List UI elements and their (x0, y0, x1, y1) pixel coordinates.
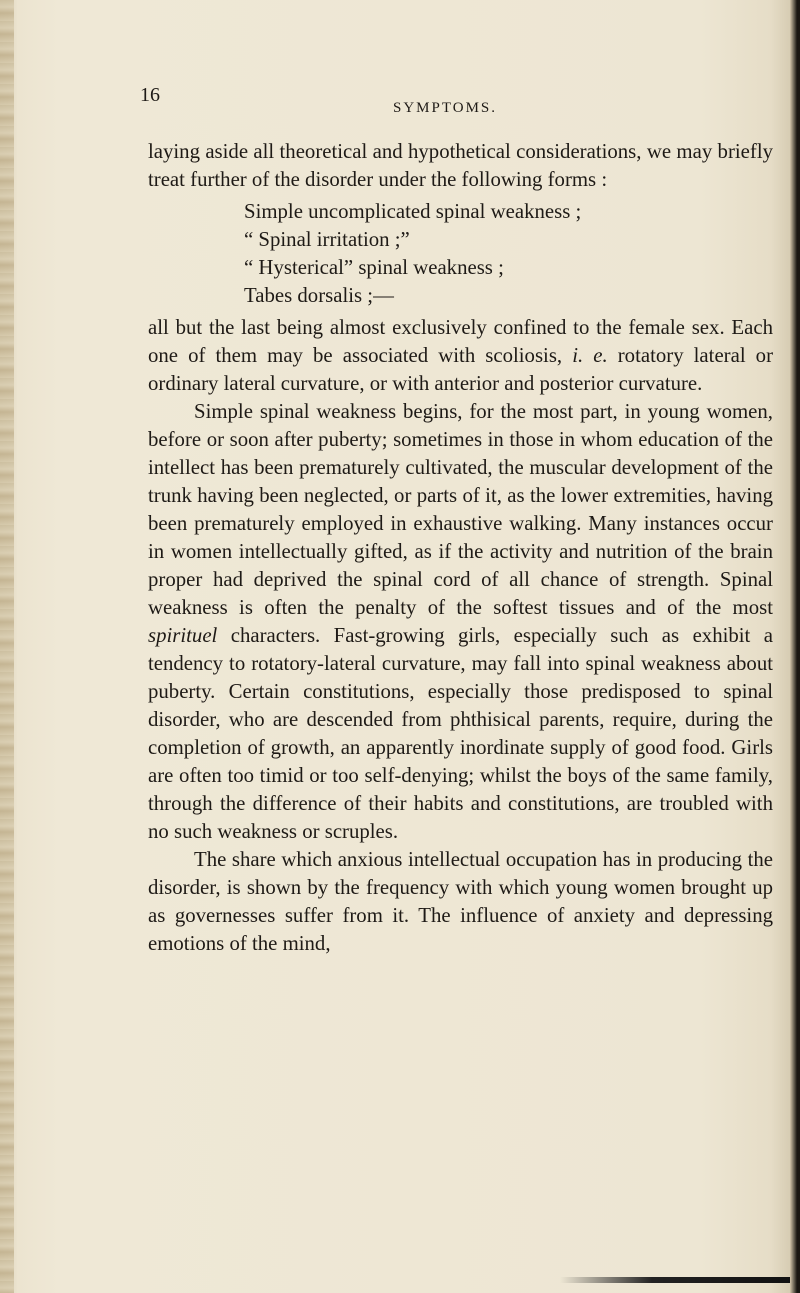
body-text (148, 138, 773, 958)
page-right-shadow (790, 0, 800, 1293)
paragraph-curvature-italic: i. e. (572, 344, 608, 367)
form-item-irritation: “ Spinal irritation ;” (244, 228, 410, 251)
paragraph-curvature-text-1: all but the last being almost exclusively confined to the female sex. Each one of them may be associated with scoliosis, (148, 316, 773, 367)
page-binding-edge (0, 0, 14, 1293)
paragraph-curvature-text-2: rotatory lateral or ordinary lateral curvature, or with anterior and posterior curvature. (148, 344, 773, 395)
form-item-tabes: Tabes dorsalis ;— (244, 284, 394, 307)
page-number: 16 (140, 84, 160, 106)
paragraph-simple-weakness (148, 398, 773, 846)
form-item-simple: Simple uncomplicated spinal weakness ; (244, 200, 582, 223)
paragraph-governesses: The share which anxious intellectual occupation has in producing the disorder, is shown by the frequency with which young women brought up as governesses suffer from it. The influence of anxiety and depressing emotions of the mind, (148, 848, 773, 955)
forms-list (148, 198, 773, 310)
paragraph-simple-weakness-text-1: Simple spinal weakness begins, for the most part, in young women, before or soon after puberty; sometimes in those in whom education of the intellect has been prematurely cultivated, the muscular development of the trunk having been neglected, or parts of it, as the lower extremities, having been prematurely employed in exhaustive walking. Many instances occur in women intellectually gifted, as if the activity and nutrition of the brain proper had deprived the spinal cord of all chance of strength. Spinal weakness is often the penalty of the softest tissues and of the most (148, 400, 773, 619)
page-header (140, 84, 798, 128)
intro-paragraph: laying aside all theoretical and hypothetical considerations, we may briefly treat further of the disorder under the following forms : (148, 140, 773, 191)
page-bottom-shadow (560, 1277, 790, 1283)
paragraph-simple-weakness-text-2: characters. Fast-growing girls, especially such as exhibit a tendency to rotatory-lateral curvature, may fall into spinal weakness about puberty. Certain constitutions, especially those predisposed to spinal disorder, who are descended from phthisical parents, require, during the completion of growth, an apparently inordinate supply of good food. Girls are often too timid or too self-denying; whilst the boys of the same family, through the difference of their habits and constitutions, are troubled with no such weakness or scruples. (148, 624, 773, 843)
paragraph-curvature (148, 314, 773, 398)
form-item-hysterical: “ Hysterical” spinal weakness ; (244, 256, 504, 279)
paragraph-simple-weakness-italic: spirituel (148, 624, 218, 647)
running-head: SYMPTOMS. (393, 100, 498, 116)
